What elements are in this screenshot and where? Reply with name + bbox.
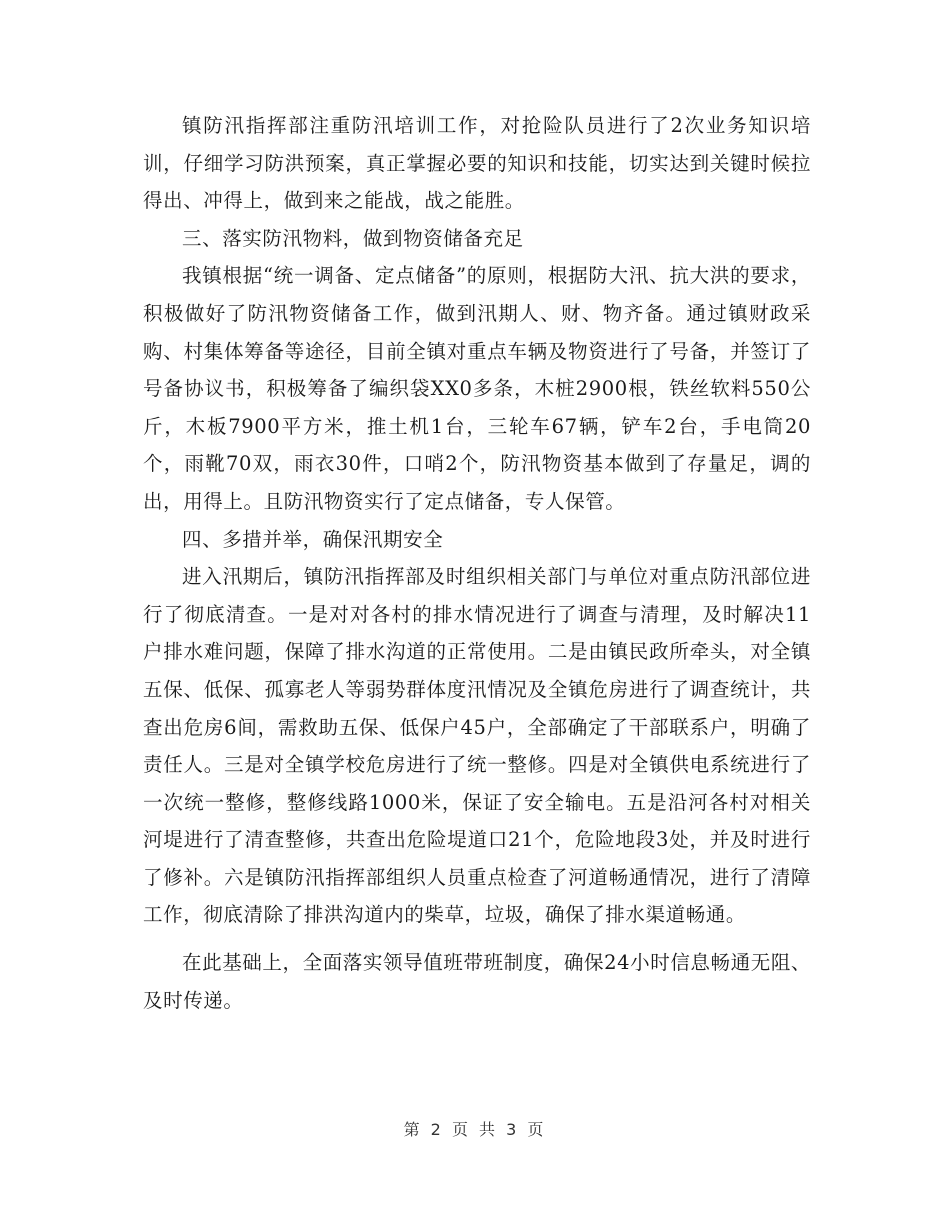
page-number-footer: 第 2 页 共 3 页 [403, 1120, 547, 1139]
paragraph-safety: 进入汛期后，镇防汛指挥部及时组织相关部门与单位对重点防汛部位进行了彻底清查。一是对对各村的排水情况进行了调查与清理，及时解决11户排水难问题，保障了排水沟道的正常使用。二是由镇民政所牵头，对全镇五保、低保、孤寡老人等弱势群体度汛情况及全镇危房进行了调查统计，共查出危房6间，需救助五保、低保户45户，全部确定了干部联系户，明确了责任人。三是对全镇学校危房进行了统一整修。四是对全镇供电系统进行了一次统一整修，整修线路1000米，保证了安全输电。五是沿河各村对相关河堤进行了清查整修，共查出危险堤道口21个，危险地段3处，并及时进行了修补。六是镇防汛指挥部组织人员重点检查了河道畅通情况，进行了清障工作，彻底清除了排洪沟道内的柴草，垃圾，确保了排水渠道畅通。 [143, 565, 811, 927]
paragraph-training: 镇防汛指挥部注重防汛培训工作，对抢险队员进行了2次业务知识培训，仔细学习防洪预案，真正掌握必要的知识和技能，切实达到关键时候拉得出、冲得上，做到来之能战，战之能胜。 [143, 114, 811, 213]
paragraph-duty: 在此基础上，全面落实领导值班带班制度，确保24小时信息畅通无阻、及时传递。 [143, 951, 812, 1012]
section-heading-safety: 四、多措并举，确保汛期安全 [182, 527, 444, 551]
document-body [143, 107, 811, 1019]
section-heading-materials: 三、落实防汛物料，做到物资储备充足 [182, 226, 524, 250]
paragraph-materials: 我镇根据“统一调备、定点储备”的原则，根据防大汛、抗大洪的要求，积极做好了防汛物资储备工作，做到汛期人、财、物齐备。通过镇财政采购、村集体筹备等途径，目前全镇对重点车辆及物资进行了号备，并签订了号备协议书，积极筹备了编织袋XX0多条，木桩2900根，铁丝软料550公斤，木板7900平方米，推土机1台，三轮车67辆，铲车2台，手电筒20个，雨靴70双，雨衣30件，口哨2个，防汛物资基本做到了存量足，调的出，用得上。且防汛物资实行了定点储备，专人保管。 [143, 264, 811, 513]
paragraph-gap [143, 934, 811, 944]
